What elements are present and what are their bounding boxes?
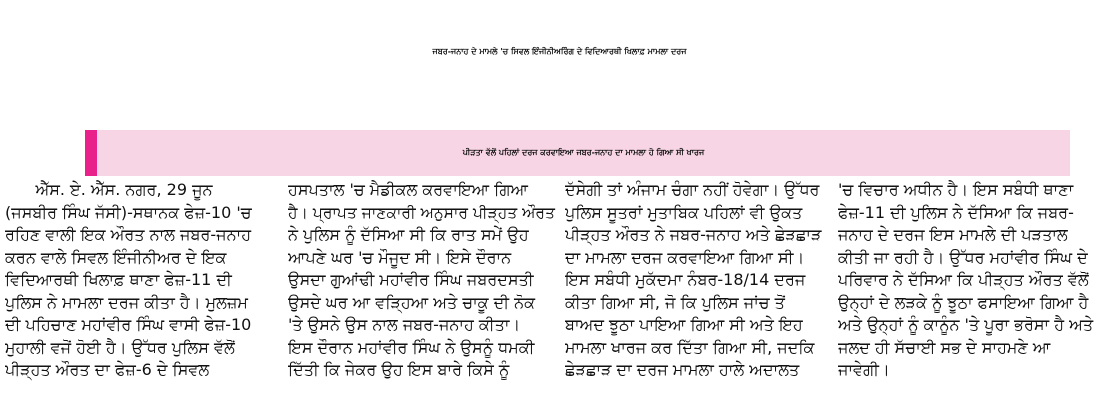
article-subheadline: ਪੀੜਤਾ ਵੱਲੋਂ ਪਹਿਲਾਂ ਦਰਜ ਕਰਵਾਇਆ ਜਬਰ-ਜਨਾਹ ਦਾ ਮਾਮਲਾ ਹੋ ਗਿਆ ਸੀ ਖਾਰਜ (462, 148, 705, 157)
article-text-line: (ਜਸਬੀਰ ਸਿੰਘ ਜੱਸੀ)-ਸਥਾਨਕ ਫੇਜ਼-10 'ਚ (5, 202, 252, 222)
article-text-line: ਪੁਲਿਸ ਸੂਤਰਾਂ ਮੁਤਾਬਿਕ ਪਹਿਲਾਂ ਵੀ ਉਕਤ (565, 202, 803, 222)
article-text-line: ਐੱਸ. ਏ. ਐੱਸ. ਨਗਰ, 29 ਜੂਨ (5, 180, 213, 199)
article-text-line: ਮੁਹਾਲੀ ਵਜੋਂ ਹੋਈ ਹੈ। ਉੱਧਰ ਪੁਲਿਸ ਵੱਲੋਂ (5, 337, 235, 357)
article-text-line: ਛੇੜਛਾੜ ਦਾ ਦਰਜ ਮਾਮਲਾ ਹਾਲੇ ਅਦਾਲਤ (565, 360, 800, 379)
article-text-line: ਦਾ ਮਾਮਲਾ ਦਰਜ ਕਰਵਾਇਆ ਗਿਆ ਸੀ। (565, 247, 805, 267)
article-text-line: ਇਸ ਸਬੰਧੀ ਮੁਕੱਦਮਾ ਨੰਬਰ-18/14 ਦਰਜ (565, 270, 806, 289)
article-text-line: ਇਸ ਦੌਰਾਨ ਮਹਾਂਵੀਰ ਸਿੰਘ ਨੇ ਉਸਨੂੰ ਧਮਕੀ (288, 337, 535, 357)
article-text-line: ਬਾਅਦ ਝੂਠਾ ਪਾਇਆ ਗਿਆ ਸੀ ਅਤੇ ਇਹ (565, 315, 803, 334)
article-text-line: ਕੀਤੀ ਜਾ ਰਹੀ ਹੈ। ਉੱਧਰ ਮਹਾਂਵੀਰ ਸਿੰਘ ਦੇ (838, 247, 1088, 267)
article-headline: ਜਬਰ-ਜਨਾਹ ਦੇ ਮਾਮਲੇ 'ਚ ਸਿਵਲ ਇੰਜੀਨੀਅਰਿੰਗ ਦੇ ਵਿਦਿਆਰਥੀ ਖਿਲਾਫ਼ ਮਾਮਲਾ ਦਰਜ (432, 47, 687, 56)
article-text-line: ਪੀੜ੍ਹਤ ਔਰਤ ਨੇ ਜਬਰ-ਜਨਾਹ ਅਤੇ ਛੇੜਛਾੜ (565, 225, 822, 244)
article-text-line: ਪੀੜ੍ਹਤ ਔਰਤ ਦਾ ਫੇਜ਼-6 ਦੇ ਸਿਵਲ (5, 360, 210, 379)
article-text-line: ਹਸਪਤਾਲ 'ਚ ਮੈਡੀਕਲ ਕਰਵਾਇਆ ਗਿਆ (288, 180, 528, 199)
article-text-line: ਕਰਨ ਵਾਲੇ ਸਿਵਲ ਇੰਜੀਨੀਅਰ ਦੇ ਇਕ (5, 247, 227, 267)
article-text-line: ਪਰਿਵਾਰ ਨੇ ਦੱਸਿਆ ਕਿ ਪੀੜ੍ਹਤ ਔਰਤ ਵੱਲੋਂ (838, 270, 1089, 289)
article-text-line: ਅਤੇ ਉਨ੍ਹਾਂ ਨੂੰ ਕਾਨੂੰਨ 'ਤੇ ਪੂਰਾ ਭਰੋਸਾ ਹੈ ਅਤੇ (838, 315, 1094, 334)
article-text-line: ਕੀਤਾ ਗਿਆ ਸੀ, ਜੋ ਕਿ ਪੁਲਿਸ ਜਾਂਚ ਤੋਂ (565, 292, 785, 312)
article-text-line: 'ਤੇ ਉਸਨੇ ਉਸ ਨਾਲ ਜਬਰ-ਜਨਾਹ ਕੀਤਾ। (288, 315, 521, 334)
article-column-1 (5, 179, 275, 382)
article-text-line: ਉਸਦਾ ਗੁਆਂਢੀ ਮਹਾਂਵੀਰ ਸਿੰਘ ਜਬਰਦਸਤੀ (288, 270, 534, 289)
article-column-2 (288, 179, 558, 382)
article-column-3 (565, 179, 835, 382)
subheadline-banner (85, 130, 1070, 176)
article-text-line: ਰਹਿਣ ਵਾਲੀ ਇਕ ਔਰਤ ਨਾਲ ਜਬਰ-ਜਨਾਹ (5, 225, 252, 244)
article-text-line: ਜਲਦ ਹੀ ਸੱਚਾਈ ਸਭ ਦੇ ਸਾਹਮਣੇ ਆ (838, 337, 1051, 357)
article-text-line: ਜਨਾਹ ਦੇ ਦਰਜ ਇਸ ਮਾਮਲੇ ਦੀ ਪੜਤਾਲ (838, 225, 1068, 244)
article-text-line: ਮਾਮਲਾ ਖਾਰਜ ਕਰ ਦਿੱਤਾ ਗਿਆ ਸੀ, ਜਦਕਿ (565, 337, 815, 357)
article-text-line: ਨੇ ਪੁਲਿਸ ਨੂੰ ਦੱਸਿਆ ਸੀ ਕਿ ਰਾਤ ਸਮੇਂ ਉਹ (288, 225, 529, 244)
article-text-line: ਦੱਸੇਗੀ ਤਾਂ ਅੰਜਾਮ ਚੰਗਾ ਨਹੀਂ ਹੋਵੇਗਾ। ਉੱਧਰ (565, 180, 820, 199)
article-text-line: ਹੈ। ਪ੍ਰਾਪਤ ਜਾਣਕਾਰੀ ਅਨੁਸਾਰ ਪੀੜ੍ਹਤ ਔਰਤ (288, 203, 555, 222)
article-text-line: ਉਸਦੇ ਘਰ ਆ ਵੜ੍ਹਿਆ ਅਤੇ ਚਾਕੂ ਦੀ ਨੋਕ (288, 292, 536, 312)
article-text-line: 'ਚ ਵਿਚਾਰ ਅਧੀਨ ਹੈ। ਇਸ ਸਬੰਧੀ ਥਾਣਾ (838, 180, 1074, 199)
article-text-line: ਪੁਲਿਸ ਨੇ ਮਾਮਲਾ ਦਰਜ ਕੀਤਾ ਹੈ। ਮੁਲਜ਼ਮ (5, 292, 248, 312)
article-column-4 (838, 179, 1108, 382)
article-text-line: ਆਪਣੇ ਘਰ 'ਚ ਮੌਜੂਦ ਸੀ। ਇਸੇ ਦੌਰਾਨ (288, 247, 512, 267)
article-text-line: ਵਿਦਿਆਰਥੀ ਖਿਲਾਫ਼ ਥਾਣਾ ਫੇਜ਼-11 ਦੀ (5, 270, 232, 289)
article-text-line: ਉਨ੍ਹਾਂ ਦੇ ਲੜਕੇ ਨੂੰ ਝੂਠਾ ਫਸਾਇਆ ਗਿਆ ਹੈ (838, 292, 1089, 312)
article-text-line: ਜਾਵੇਗੀ। (838, 360, 890, 379)
article-text-line: ਦਿੱਤੀ ਕਿ ਜੇਕਰ ਉਹ ਇਸ ਬਾਰੇ ਕਿਸੇ ਨੂੰ (288, 360, 510, 379)
article-text-line: ਫੇਜ਼-11 ਦੀ ਪੁਲਿਸ ਨੇ ਦੱਸਿਆ ਕਿ ਜਬਰ- (838, 202, 1074, 222)
article-text-line: ਦੀ ਪਹਿਚਾਣ ਮਹਾਂਵੀਰ ਸਿੰਘ ਵਾਸੀ ਫੇਜ਼-10 (5, 315, 252, 334)
